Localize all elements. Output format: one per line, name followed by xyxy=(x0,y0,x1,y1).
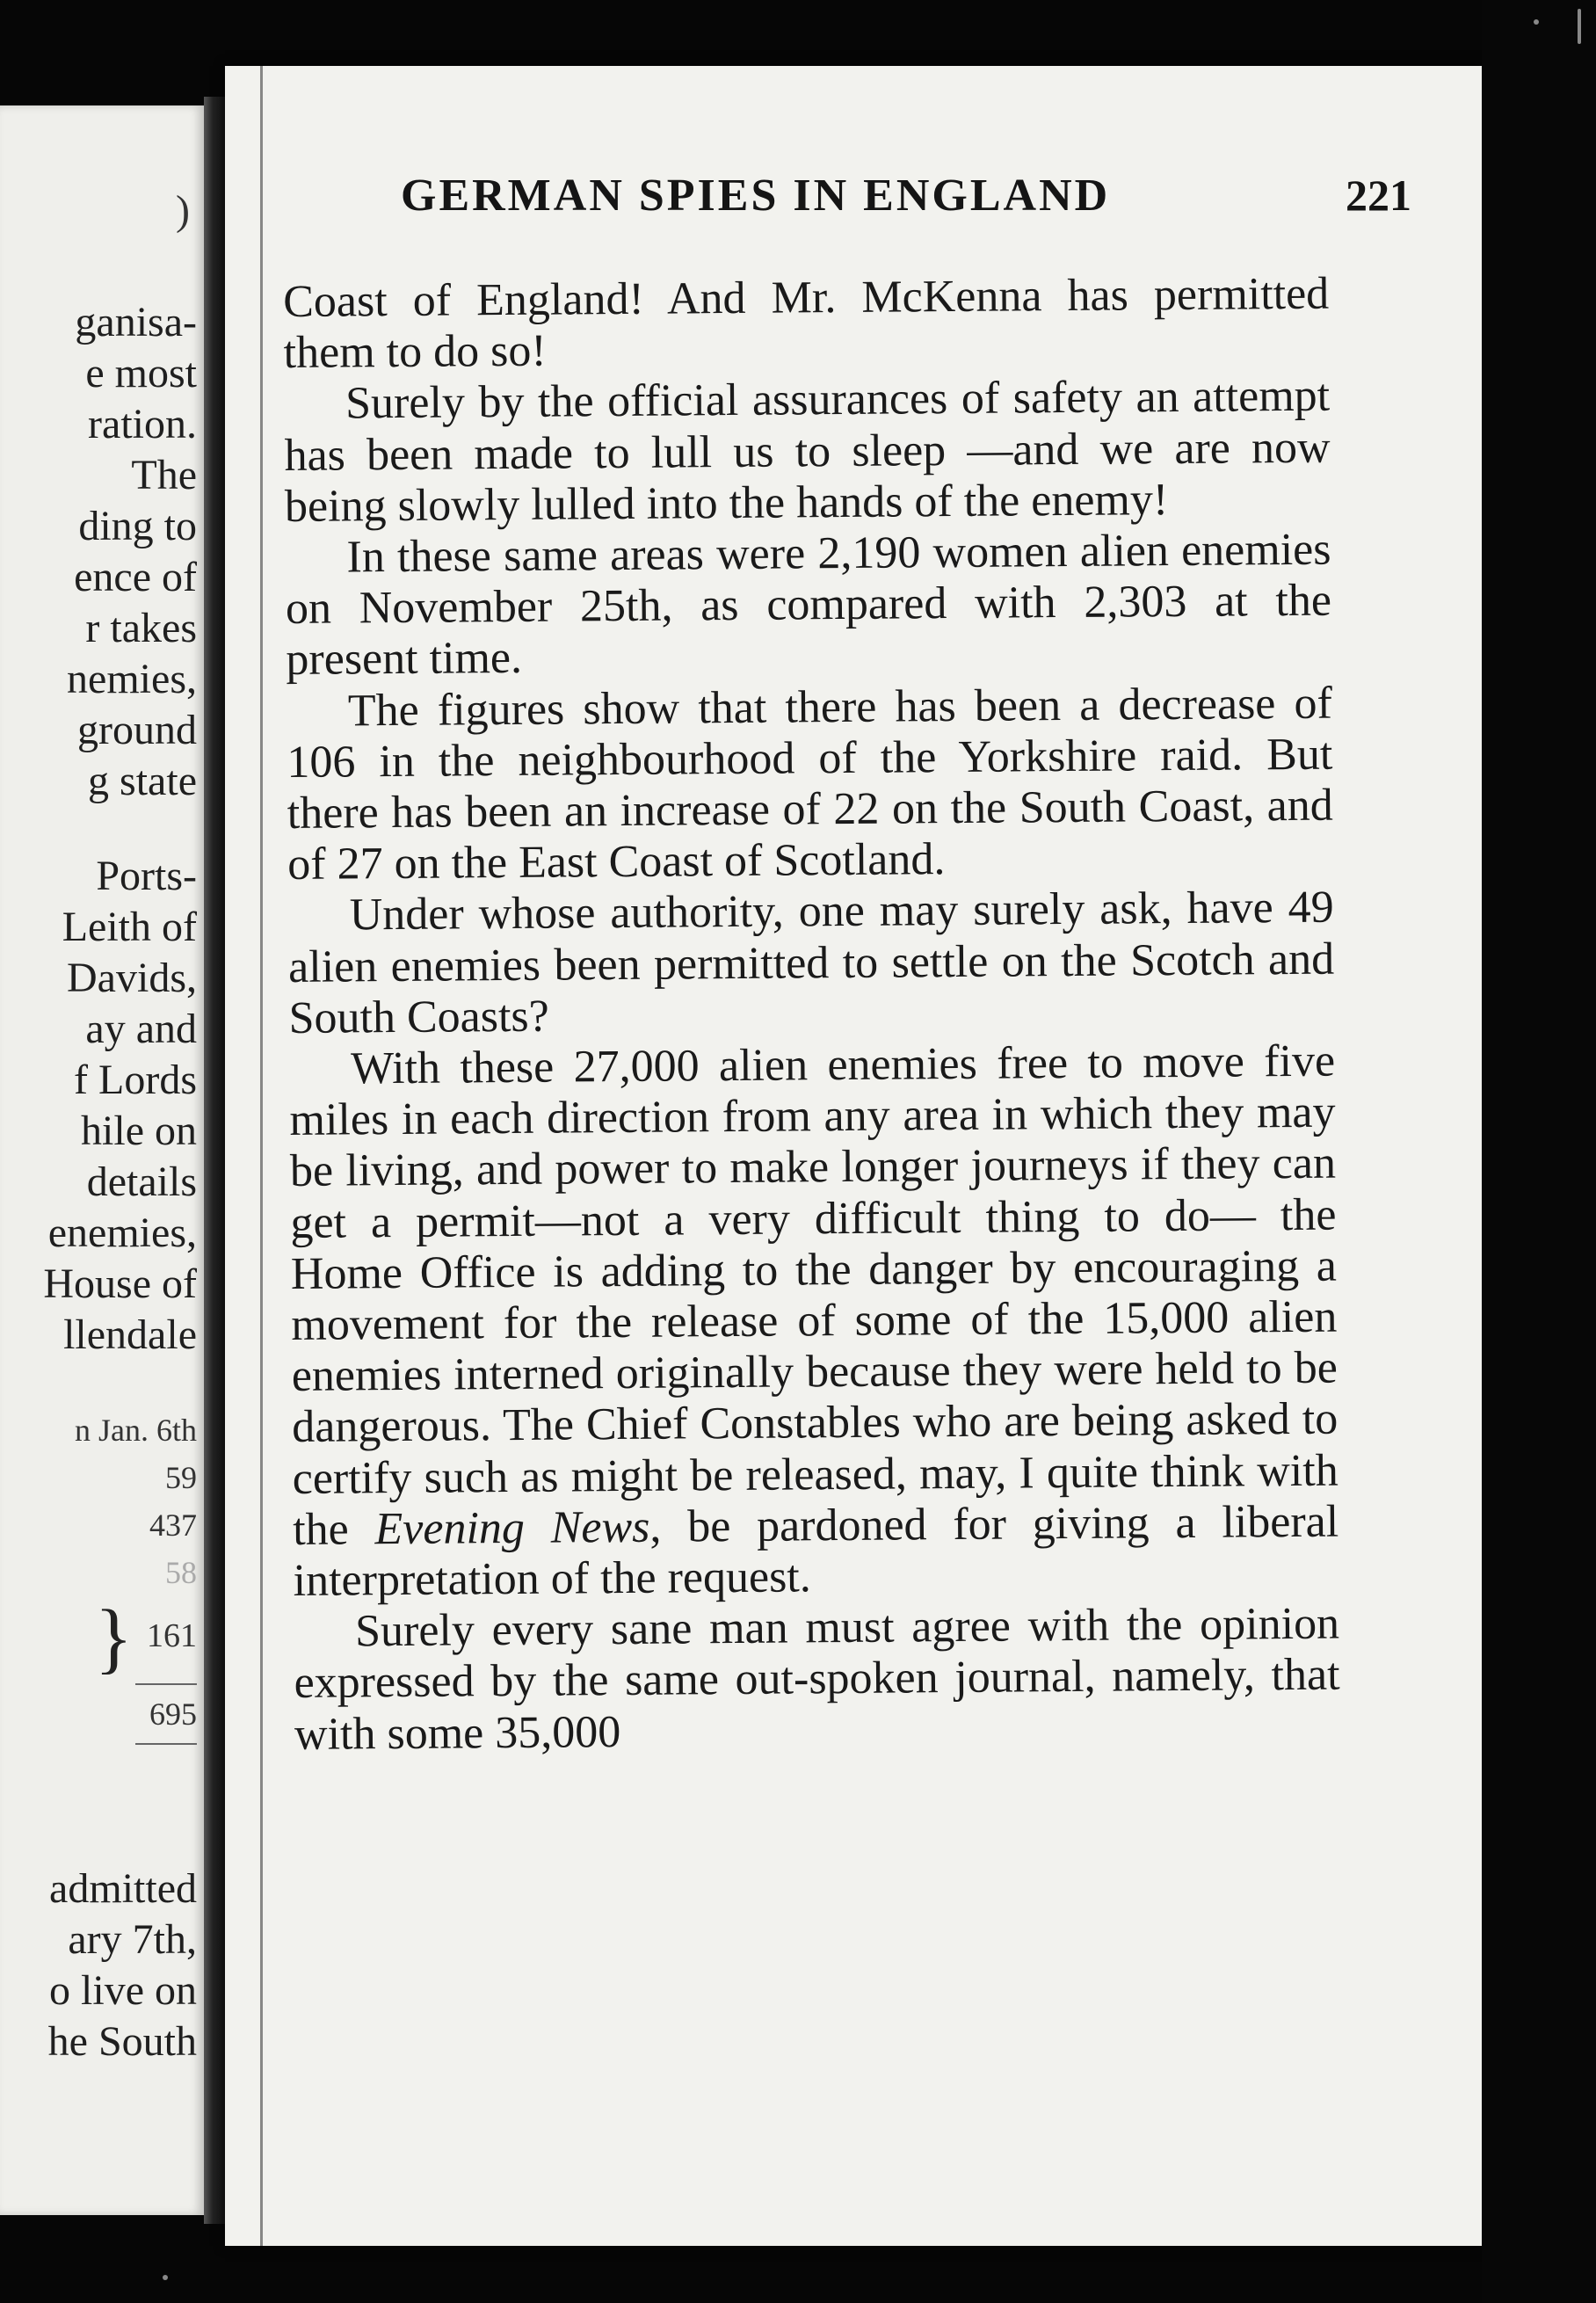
paragraph: Under whose authority, one may surely ask, have 49 alien enemies been permitted to settle on the Scotch and South Coasts? xyxy=(287,883,1335,1043)
paragraph: Surely by the official assurances of safety an attempt has been made to lull us to sleep —and we are now being slowly lulled into the hands of the enemy! xyxy=(284,371,1331,532)
paragraph: The figures show that there has been a decrease of 106 in the neighbourhood of the Yorkshire raid. But there has been an increase of 22 on the South Coast, and of 27 on the East Coast of Scotland. xyxy=(287,678,1333,890)
left-line: ration. xyxy=(88,401,197,447)
left-line: Davids, xyxy=(67,955,197,1001)
scan-speck xyxy=(1578,9,1581,44)
left-line: ground xyxy=(77,707,197,753)
left-line: nemies, xyxy=(67,656,197,702)
scan-speck xyxy=(163,2275,168,2280)
left-line: ence of xyxy=(74,554,197,600)
left-line: ding to xyxy=(78,503,197,549)
running-title: GERMAN SPIES IN ENGLAND xyxy=(401,171,1111,221)
left-line: ganisa- xyxy=(75,299,197,345)
left-line: he South xyxy=(47,2018,197,2065)
left-line: e most xyxy=(85,350,197,396)
left-table-value: 437 xyxy=(149,1507,197,1543)
newspaper-title: Evening News xyxy=(374,1501,650,1555)
left-table-head: n Jan. 6th xyxy=(75,1413,197,1448)
left-table xyxy=(75,1406,197,1750)
left-table-value: 59 xyxy=(165,1460,197,1495)
left-table-brace-row xyxy=(75,1595,197,1682)
left-line: f Lords xyxy=(74,1057,197,1103)
left-text-block-top xyxy=(67,297,197,807)
left-line: details xyxy=(86,1159,197,1205)
left-table-rule xyxy=(135,1743,197,1745)
right-scan-border xyxy=(1482,0,1596,2303)
left-line: Ports- xyxy=(96,853,197,899)
left-line: enemies, xyxy=(47,1210,197,1256)
left-line: Leith of xyxy=(62,904,197,950)
left-text-block-mid xyxy=(43,851,197,1361)
paragraph-text-continued: , be pardoned for giving a liberal interpretation of the request. xyxy=(293,1496,1339,1607)
left-line: hile on xyxy=(81,1108,197,1154)
left-line: llendale xyxy=(63,1311,197,1358)
left-text-block-bottom xyxy=(48,1863,197,2067)
brace-symbol: } xyxy=(94,1595,133,1682)
running-header xyxy=(401,170,1411,222)
left-line: admitted xyxy=(49,1865,197,1912)
left-line: ary 7th, xyxy=(68,1916,197,1963)
left-line: The xyxy=(131,452,197,498)
paragraph-text: With these 27,000 alien enemies free to move five miles in each direction from any area in which they may be living, and power to make longer journeys if they can get a permit—not a very difficult thing to do— the Home Office is adding to the danger by encouraging a movement for the release of some of the 15,000 alien enemies interned originally because they were held to be dangerous. The Chief Constables who are being asked to certify such as might be released, may, I quite think with the xyxy=(289,1035,1338,1555)
body-text xyxy=(283,269,1340,1761)
scan-speck xyxy=(1534,19,1539,25)
left-line: r takes xyxy=(85,605,197,651)
left-line: House of xyxy=(43,1260,197,1307)
left-line: ay and xyxy=(85,1006,197,1052)
paragraph: Surely every sane man must agree with the opinion expressed by the same out-spoken journal, namely, that with some 35,000 xyxy=(294,1598,1340,1760)
left-page-mark: ) xyxy=(176,187,190,234)
paragraph: Coast of England! And Mr. McKenna has permitted them to do so! xyxy=(283,268,1330,379)
page-edge-line xyxy=(260,66,263,2246)
left-line: o live on xyxy=(49,1967,197,2014)
left-table-brace-value: 161 xyxy=(147,1617,197,1654)
left-line: g state xyxy=(88,758,197,804)
left-table-rule xyxy=(135,1683,197,1685)
left-table-total: 695 xyxy=(149,1696,197,1733)
page-number: 221 xyxy=(1346,171,1411,220)
left-table-value: 58 xyxy=(165,1555,197,1590)
paragraph: In these same areas were 2,190 women alien enemies on November 25th, as compared with 2,303 at the present time. xyxy=(285,524,1332,686)
main-page xyxy=(225,66,1482,2246)
page-gutter xyxy=(204,97,227,2224)
paragraph-with-citation xyxy=(289,1036,1339,1608)
left-page-fragment xyxy=(0,105,204,2215)
